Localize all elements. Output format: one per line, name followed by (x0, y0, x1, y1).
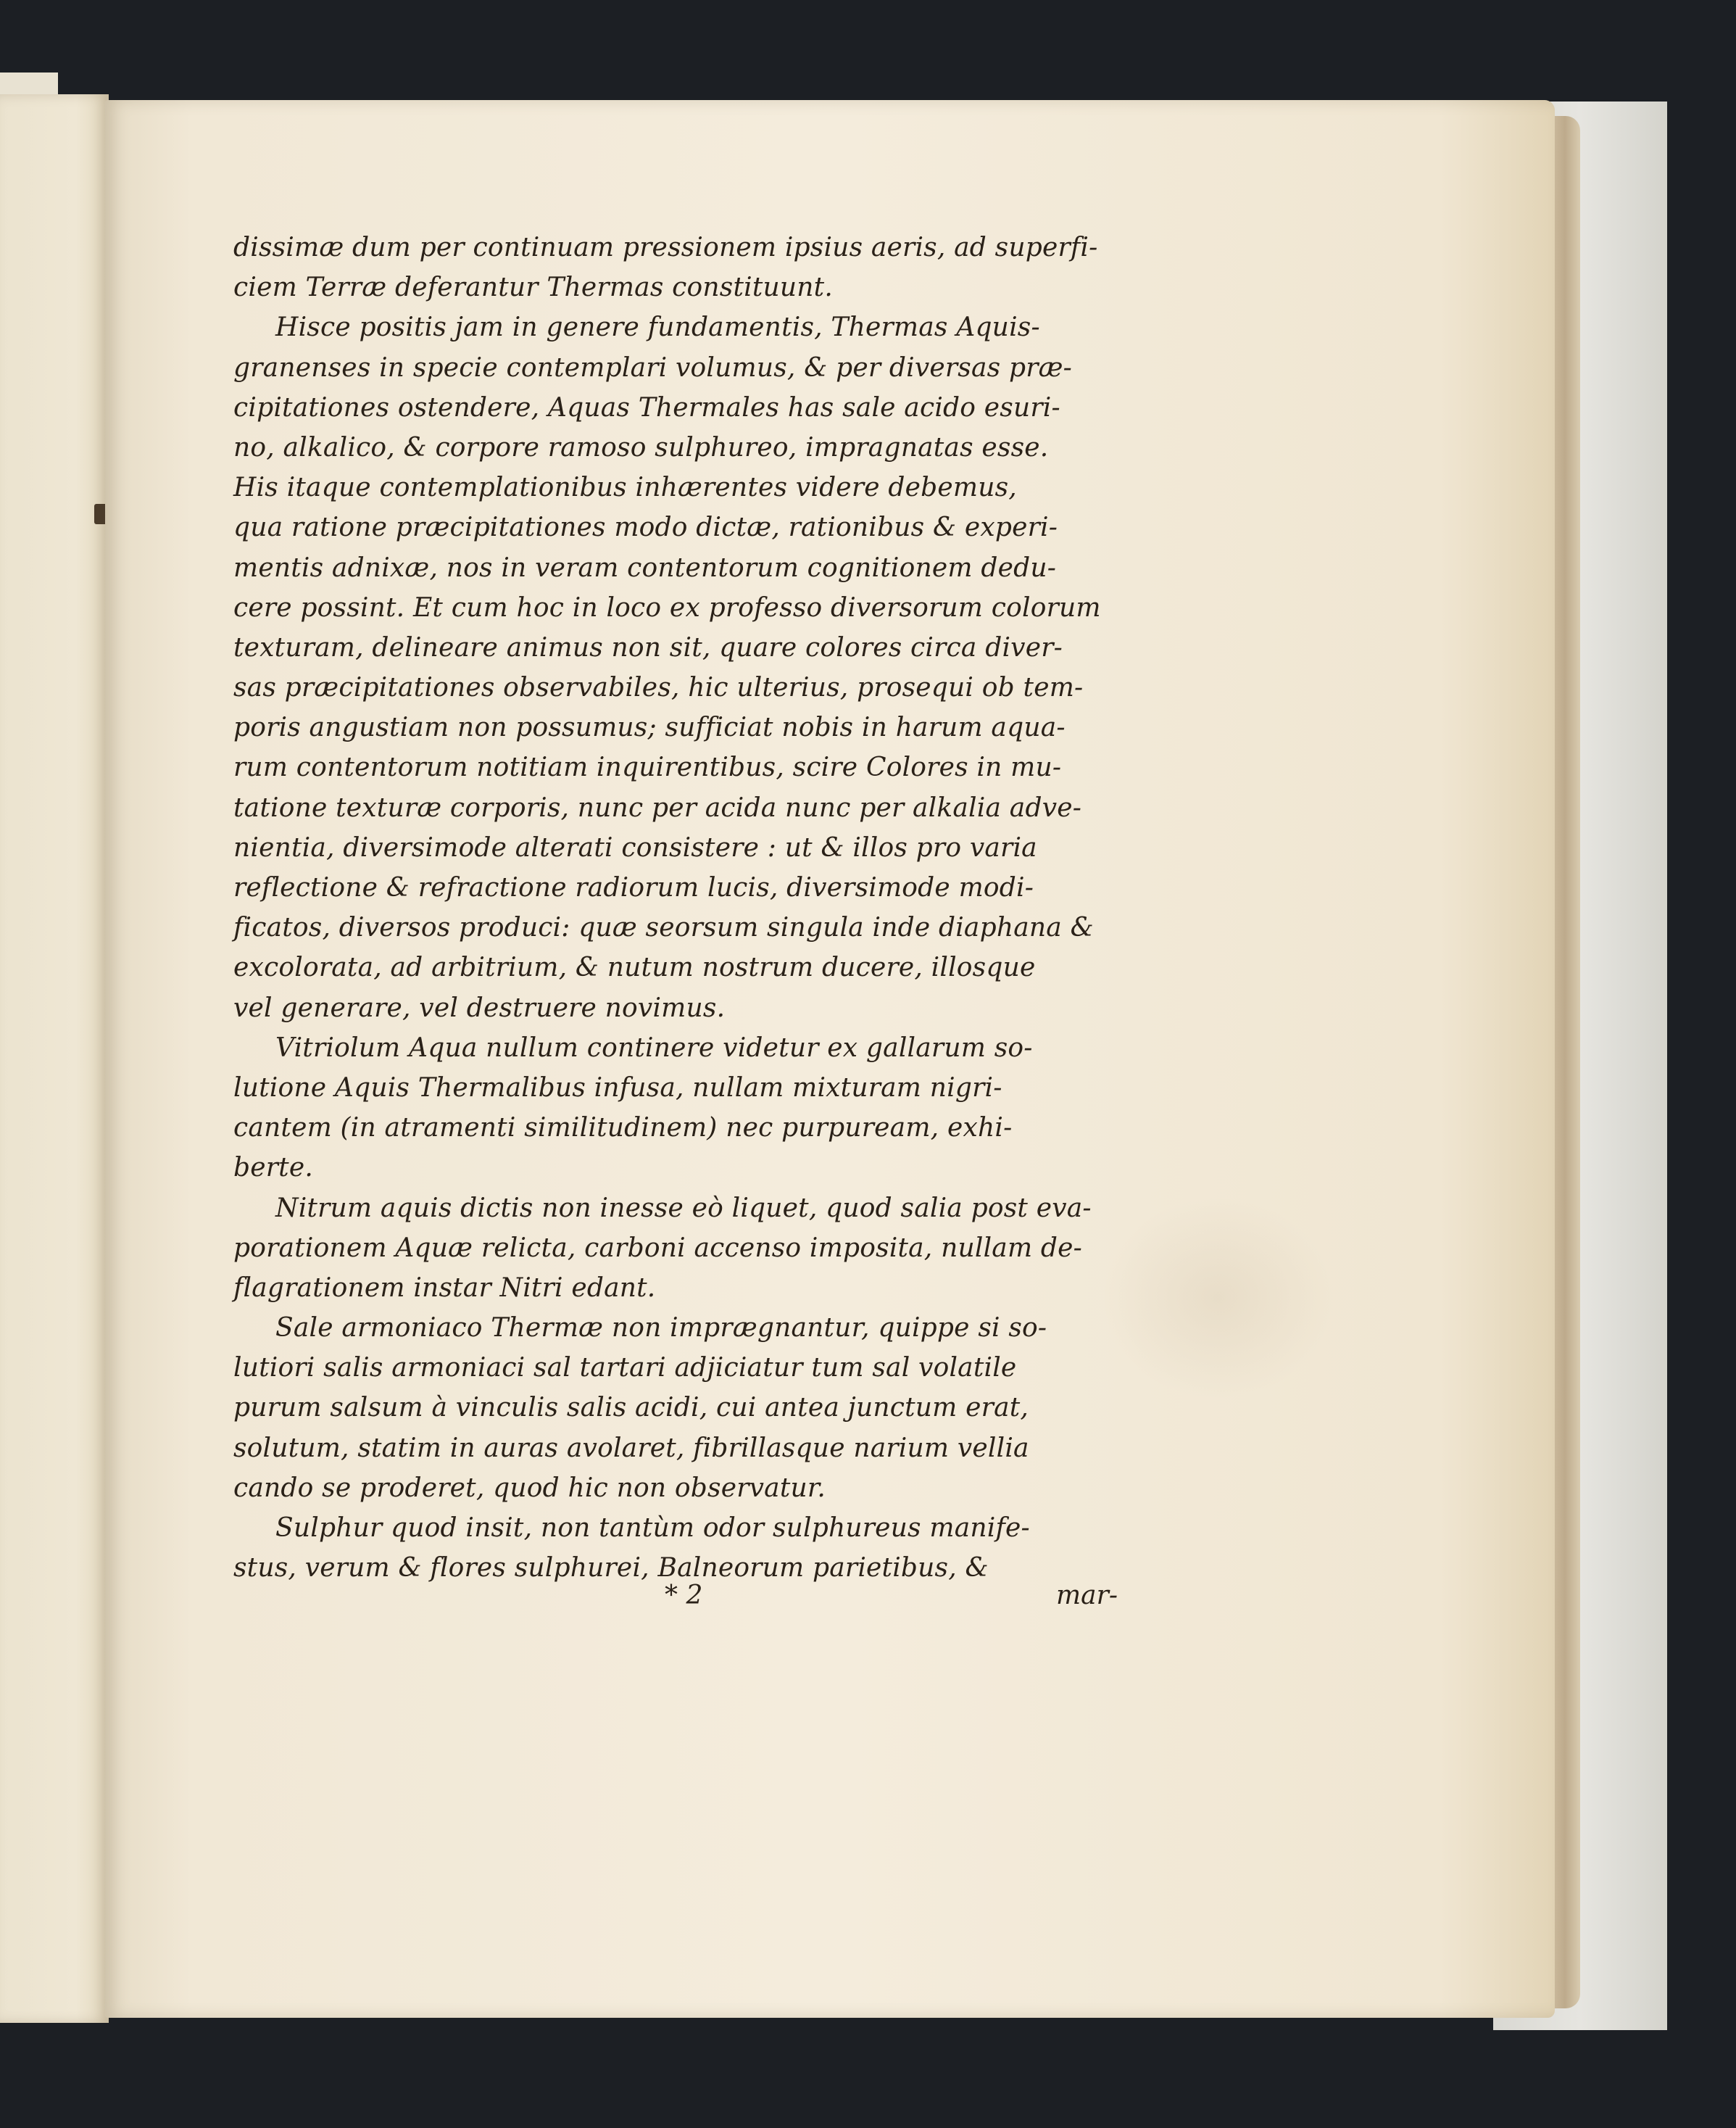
text-line: cere possint. Et cum hoc in loco ex professo diversorum colorum (233, 592, 1101, 623)
previous-page (0, 94, 109, 2023)
text-line: solutum, statim in auras avolaret, fibrillasque narium vellia (233, 1433, 1029, 1463)
text-line: Hisce positis jam in genere fundamentis, Thermas Aquis- (275, 312, 1040, 343)
text-line: lutione Aquis Thermalibus infusa, nullam mixturam nigri- (233, 1072, 1002, 1103)
signature-mark: * 2 (665, 1581, 703, 1610)
text-line: Vitriolum Aqua nullum continere videtur ex gallarum so- (275, 1032, 1033, 1063)
text-line: excolorata, ad arbitrium, & nutum nostrum ducere, illosque (233, 953, 1036, 983)
text-line: cantem (in atramenti similitudinem) nec purpuream, exhi- (233, 1113, 1013, 1143)
text-line: tatione texturæ corporis, nunc per acida nunc per alkalia adve- (233, 792, 1082, 823)
text-line: ciem Terræ deferantur Thermas constituunt. (233, 273, 833, 303)
text-line: poris angustiam non possumus; sufficiat nobis in harum aqua- (233, 713, 1066, 743)
text-line: no, alkalico, & corpore ramoso sulphureo, impragnatas esse. (233, 432, 1049, 463)
text-line: cipitationes ostendere, Aquas Thermales has sale acido esuri- (233, 392, 1060, 423)
catchword: mar- (1056, 1581, 1118, 1610)
text-line: berte. (233, 1153, 313, 1183)
text-line: granenses in specie contemplari volumus, & per diversas præ- (233, 352, 1073, 383)
text-line: rum contentorum notitiam inquirentibus, scire Colores in mu- (233, 753, 1062, 783)
text-line: Sale armoniaco Thermæ non imprægnantur, quippe si so- (275, 1313, 1047, 1344)
text-line: texturam, delineare animus non sit, quare colores circa diver- (233, 632, 1063, 663)
text-line: vel generare, vel destruere novimus. (233, 993, 726, 1023)
text-line: mentis adnixæ, nos in veram contentorum cognitionem dedu- (233, 552, 1057, 583)
text-line: nientia, diversimode alterati consistere : ut & illos pro varia (233, 832, 1037, 863)
text-line: cando se proderet, quod hic non observatur. (233, 1473, 826, 1503)
text-line: lutiori salis armoniaci sal tartari adjiciatur tum sal volatile (233, 1353, 1017, 1383)
text-line: sas præcipitationes observabiles, hic ulterius, prosequi ob tem- (233, 673, 1084, 703)
text-line: reflectione & refractione radiorum lucis, diversimode modi- (233, 873, 1034, 903)
text-line: flagrationem instar Nitri edant. (233, 1272, 656, 1303)
text-line: dissimæ dum per continuam pressionem ipsius aeris, ad superfi- (233, 233, 1098, 262)
text-line: Nitrum aquis dictis non inesse eò liquet, quod salia post eva- (275, 1193, 1092, 1223)
text-line: ficatos, diversos produci: quæ seorsum singula inde diaphana & (233, 913, 1094, 943)
text-line: His itaque contemplationibus inhærentes videre debemus, (233, 473, 1017, 503)
text-line: qua ratione præcipitationes modo dictæ, rationibus & experi- (233, 513, 1058, 543)
page-footer (233, 1581, 1118, 1621)
text-line: Sulphur quod insit, non tantùm odor sulphureus manife- (275, 1513, 1030, 1543)
text-line: porationem Aquæ relicta, carboni accenso imposita, nullam de- (233, 1233, 1083, 1263)
paper-stain (1102, 1196, 1334, 1399)
body-text (233, 228, 1118, 1588)
text-line: stus, verum & flores sulphurei, Balneorum parietibus, & (233, 1553, 989, 1583)
text-line: purum salsum à vinculis salis acidi, cui antea junctum erat, (233, 1393, 1029, 1423)
